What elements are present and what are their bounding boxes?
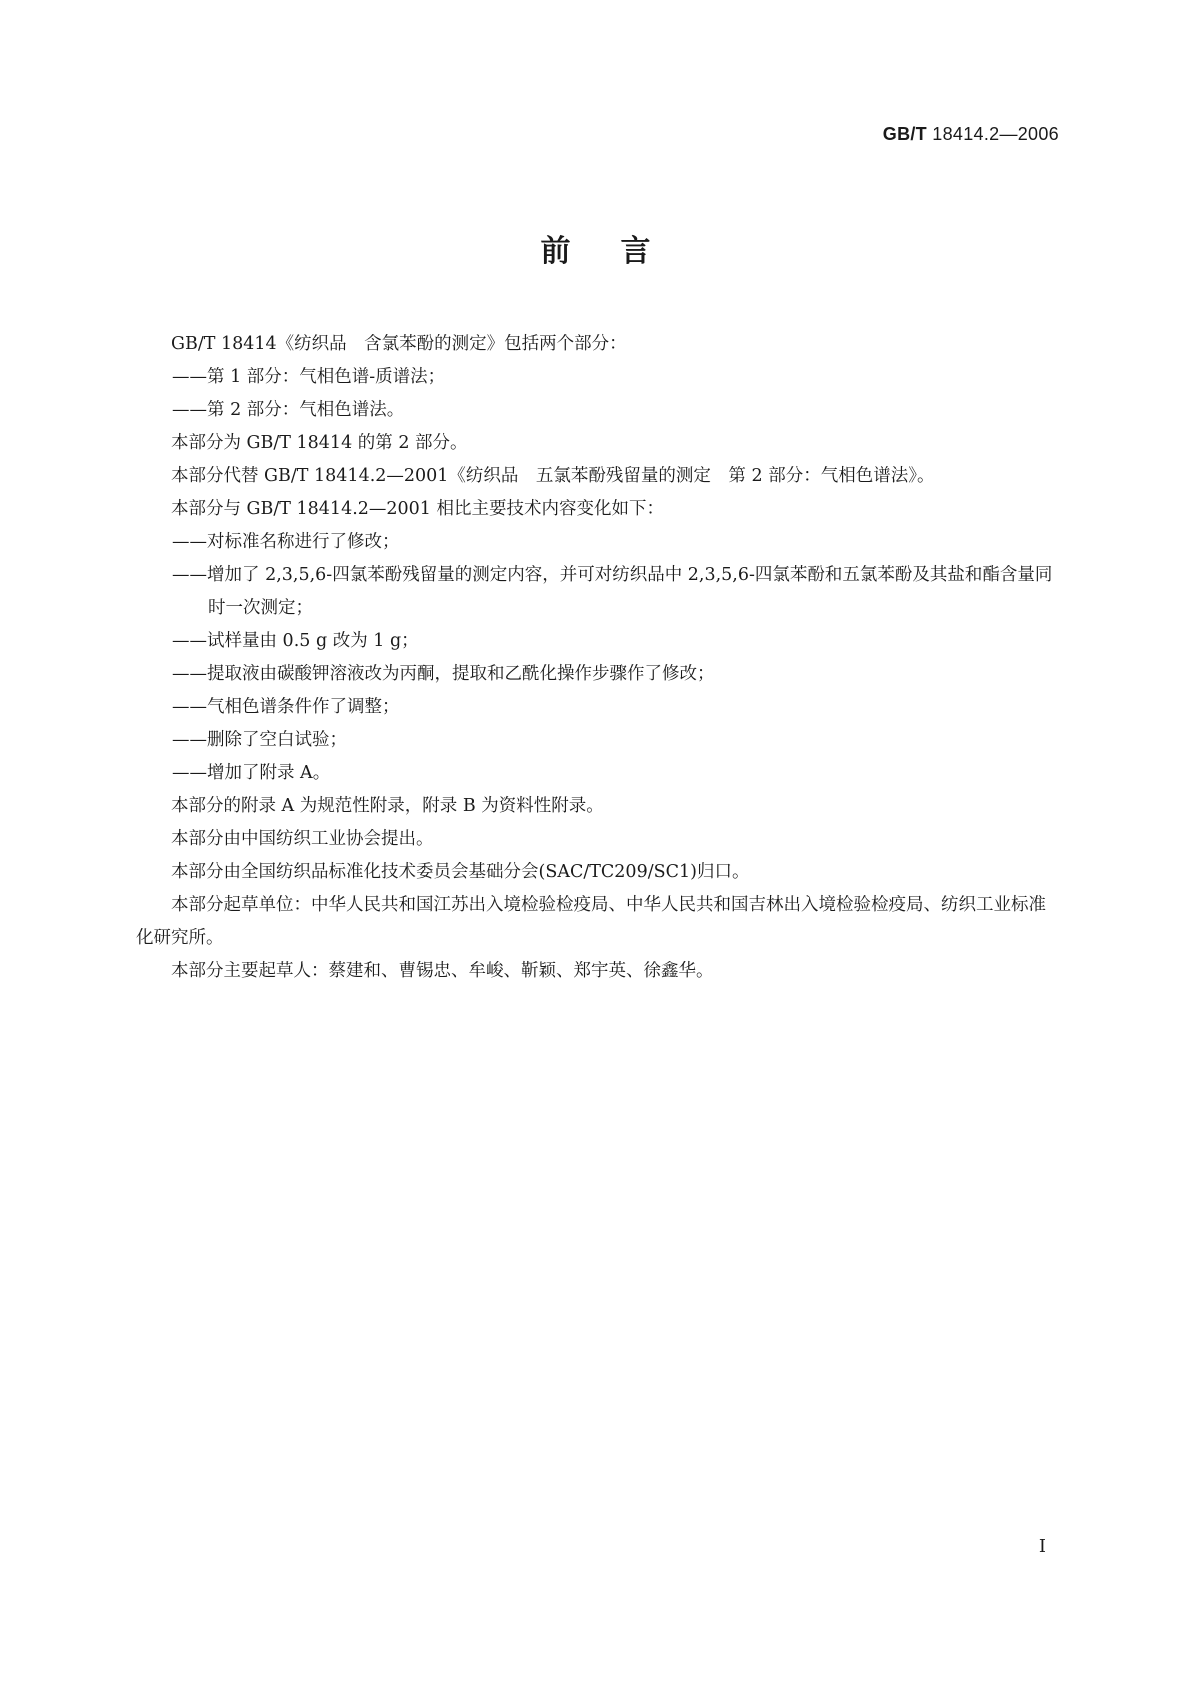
list-item-change-blank-test: ——删除了空白试验；	[172, 730, 347, 750]
paragraph-changes-intro: 本部分与 GB/T 18414.2—2001 相比主要技术内容变化如下：	[171, 499, 664, 519]
standard-number: 18414.2—2006	[932, 124, 1059, 144]
paragraph-part-statement: 本部分为 GB/T 18414 的第 2 部分。	[171, 433, 468, 453]
list-item-part-2: ——第 2 部分：气相色谱法。	[172, 400, 405, 420]
standard-code	[883, 124, 1059, 145]
paragraph-committee: 本部分由全国纺织品标准化技术委员会基础分会(SAC/TC209/SC1)归口。	[171, 862, 750, 882]
standard-prefix: GB/T	[882, 124, 927, 144]
list-item-part-1: ——第 1 部分：气相色谱-质谱法；	[172, 367, 446, 387]
paragraph-annexes: 本部分的附录 A 为规范性附录，附录 B 为资料性附录。	[171, 796, 604, 816]
foreword-body	[136, 328, 1056, 988]
list-item-change-gc-conditions: ——气相色谱条件作了调整；	[172, 697, 400, 717]
page-title: 前言	[540, 234, 701, 269]
page-number: I	[1038, 1536, 1046, 1557]
paragraph-drafters: 本部分主要起草人：蔡建和、曹锡忠、牟峻、靳颖、郑宇英、徐鑫华。	[171, 961, 714, 981]
list-item-change-annex-a: ——增加了附录 A。	[172, 763, 331, 783]
paragraph-intro: GB/T 18414《纺织品 含氯苯酚的测定》包括两个部分：	[171, 334, 627, 354]
paragraph-drafting-units: 本部分起草单位：中华人民共和国江苏出入境检验检疫局、中华人民共和国吉林出入境检验检疫局、纺织工业标准化研究所。	[136, 895, 1046, 948]
list-item-change-sample-size: ——试样量由 0.5 g 改为 1 g；	[172, 631, 419, 651]
list-item-change-name: ——对标准名称进行了修改；	[172, 532, 400, 552]
list-item-change-extraction: ——提取液由碳酸钾溶液改为丙酮，提取和乙酰化操作步骤作了修改；	[172, 664, 715, 684]
paragraph-replaces: 本部分代替 GB/T 18414.2—2001《纺织品 五氯苯酚残留量的测定 第 2 部分：气相色谱法》。	[171, 466, 935, 486]
paragraph-proposer: 本部分由中国纺织工业协会提出。	[171, 829, 434, 849]
list-item-change-tetrachlorophenol: ——增加了 2,3,5,6-四氯苯酚残留量的测定内容，并可对纺织品中 2,3,5,6-四氯苯酚和五氯苯酚及其盐和酯含量同时一次测定；	[172, 565, 1053, 618]
